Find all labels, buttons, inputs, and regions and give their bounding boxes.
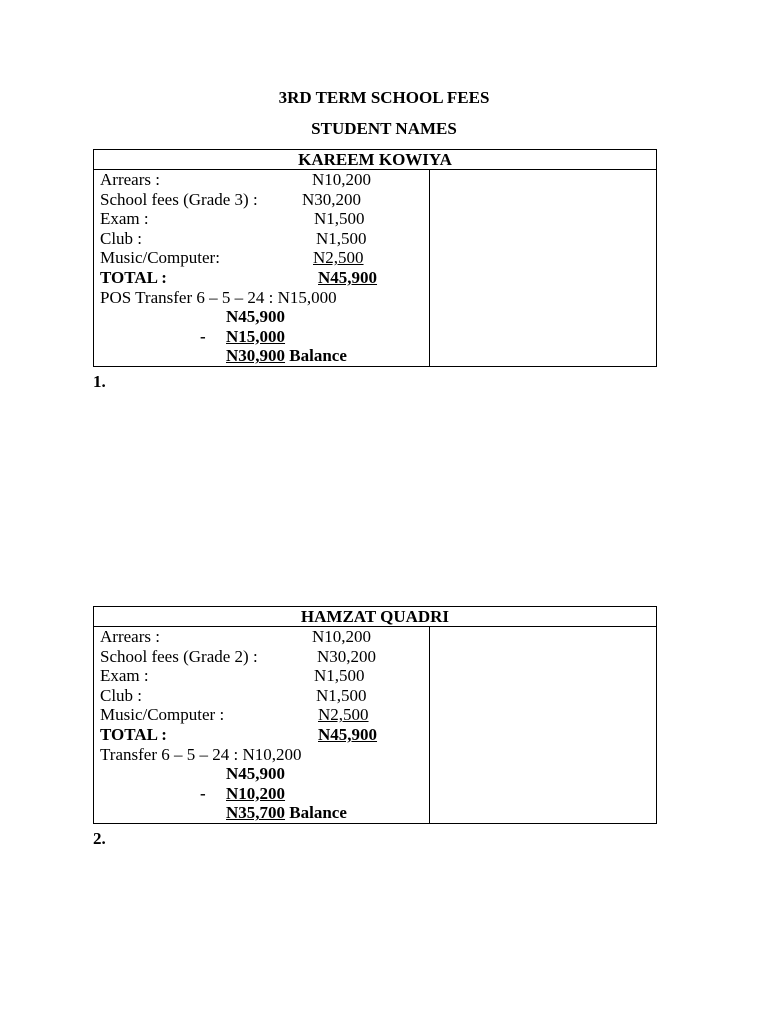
fee-item-arrears	[100, 170, 429, 190]
calc-balance: N30,900	[226, 346, 286, 366]
fee-label: Arrears :	[100, 627, 160, 646]
fee-details-cell	[94, 170, 430, 366]
calc-paid-line	[100, 784, 429, 804]
student-name: HAMZAT QUADRI	[94, 607, 656, 627]
balance-label: Balance	[289, 803, 347, 823]
calc-paid-line	[100, 327, 429, 347]
calc-balance-group	[226, 346, 347, 366]
payment-line	[100, 288, 429, 308]
fee-total-line	[100, 268, 429, 288]
fee-label: Club :	[100, 228, 143, 248]
fee-amount: N30,200	[302, 189, 362, 209]
empty-cell	[430, 627, 656, 823]
fee-label: Exam :	[100, 666, 149, 686]
fee-total-line	[100, 725, 429, 745]
minus-sign: -	[200, 783, 206, 803]
fee-amount: N1,500	[316, 685, 367, 705]
total-label: TOTAL :	[100, 724, 167, 744]
item-number: 2.	[93, 829, 106, 848]
fee-item-school-fees	[100, 647, 429, 667]
item-number: 1.	[93, 372, 106, 391]
fee-label: Music/Computer:	[100, 248, 220, 268]
total-label: TOTAL :	[100, 267, 167, 287]
empty-cell	[430, 170, 656, 366]
fee-amount: N1,500	[314, 666, 365, 686]
payment-text: POS Transfer 6 – 5 – 24 : N15,000	[100, 287, 337, 307]
calc-balance-line	[100, 803, 429, 823]
payment-line	[100, 745, 429, 765]
fee-item-club	[100, 686, 429, 706]
student-fee-table-1	[93, 149, 657, 367]
document-title: 3RD TERM SCHOOL FEES	[278, 88, 490, 107]
calc-balance-group	[226, 803, 347, 823]
student-fee-table-2	[93, 606, 657, 824]
fee-item-club	[100, 229, 429, 249]
fee-label: Music/Computer :	[100, 705, 225, 725]
payment-text: Transfer 6 – 5 – 24 : N10,200	[100, 744, 302, 764]
fee-label: School fees (Grade 3) :	[100, 189, 258, 209]
calc-paid: N15,000	[226, 326, 286, 346]
fee-item-arrears	[100, 627, 429, 647]
fee-label: Club :	[100, 685, 143, 705]
fee-amount: N30,200	[317, 646, 377, 666]
calc-total-line	[100, 764, 429, 784]
balance-label: Balance	[289, 346, 347, 366]
fee-amount: N2,500	[318, 705, 369, 725]
fee-item-exam	[100, 666, 429, 686]
calc-total: N45,900	[226, 764, 286, 784]
calc-total: N45,900	[226, 307, 286, 327]
fee-amount: N1,500	[316, 228, 367, 248]
fee-amount: N10,200	[312, 627, 372, 646]
fee-label: Exam :	[100, 209, 149, 229]
calc-balance: N35,700	[226, 803, 286, 823]
fee-label: Arrears :	[100, 170, 160, 189]
fee-amount: N2,500	[313, 248, 364, 268]
student-name: KAREEM KOWIYA	[94, 150, 656, 170]
fee-amount: N1,500	[314, 209, 365, 229]
fee-item-music-computer	[100, 248, 429, 268]
calc-total-line	[100, 307, 429, 327]
fee-item-school-fees	[100, 190, 429, 210]
fee-details-row	[94, 170, 656, 366]
total-amount: N45,900	[318, 724, 378, 744]
total-amount: N45,900	[318, 267, 378, 287]
document-subtitle: STUDENT NAMES	[311, 119, 457, 138]
calc-paid: N10,200	[226, 783, 286, 803]
fee-label: School fees (Grade 2) :	[100, 646, 258, 666]
calc-balance-line	[100, 346, 429, 366]
fee-item-exam	[100, 209, 429, 229]
fee-details-row	[94, 627, 656, 823]
fee-amount: N10,200	[312, 170, 372, 189]
fee-item-music-computer	[100, 705, 429, 725]
fee-details-cell	[94, 627, 430, 823]
minus-sign: -	[200, 326, 206, 346]
